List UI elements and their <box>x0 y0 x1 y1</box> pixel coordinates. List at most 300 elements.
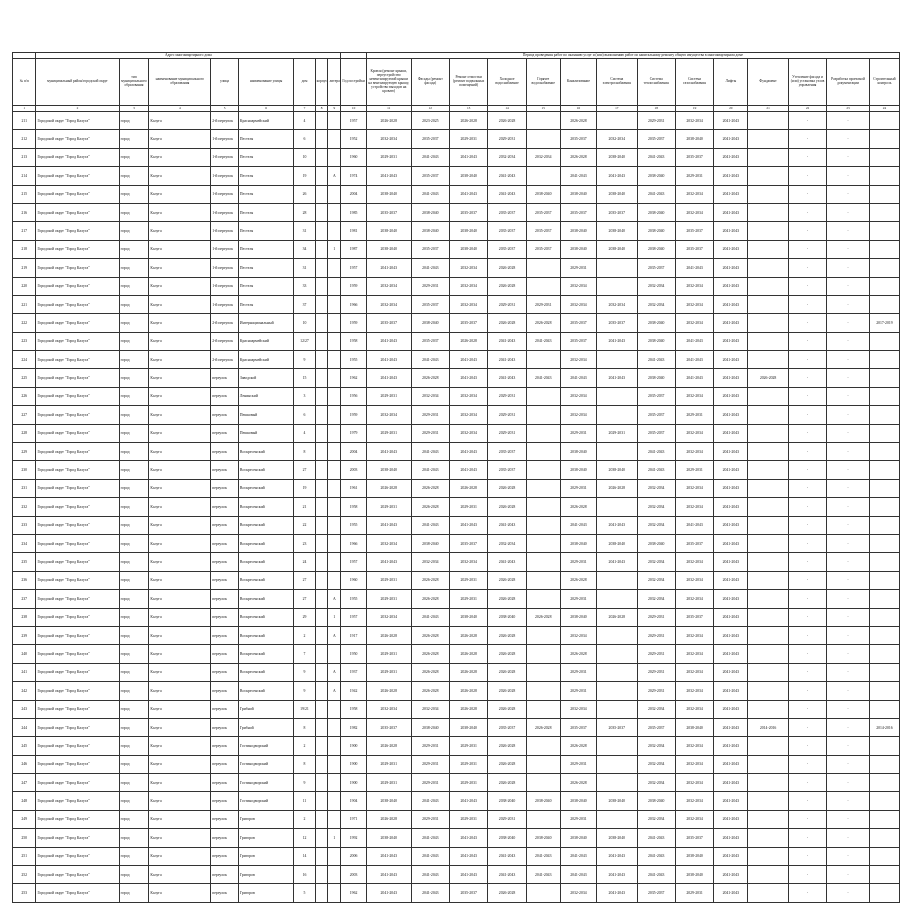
table-cell: 2029-2031 <box>675 167 713 185</box>
table-cell: 237 <box>13 590 36 608</box>
table-cell: 2032-2034 <box>675 810 713 828</box>
table-cell <box>315 774 328 792</box>
table-cell: - <box>827 534 870 552</box>
table-cell: - <box>827 443 870 461</box>
table-cell: 2041-2043 <box>597 847 638 865</box>
column-number: 15 <box>526 106 560 112</box>
table-cell <box>315 626 328 644</box>
table-cell: 1-й переулок <box>211 295 239 313</box>
column-header: тип муниципального образования <box>119 59 149 106</box>
table-cell: 1992 <box>341 829 367 847</box>
table-cell: Григоров <box>238 866 293 884</box>
table-cell <box>315 461 328 479</box>
table-cell <box>748 479 789 497</box>
table-cell <box>315 332 328 350</box>
table-cell <box>869 222 899 240</box>
table-cell: 248 <box>13 792 36 810</box>
table-cell: переулок <box>211 737 239 755</box>
column-number: 9 <box>328 106 341 112</box>
table-cell: 2041-2043 <box>411 516 449 534</box>
table-cell: 252 <box>13 866 36 884</box>
table-cell: 9 <box>294 774 315 792</box>
table-cell: 2041-2043 <box>411 351 449 369</box>
table-cell: 1900 <box>341 774 367 792</box>
table-cell: - <box>788 387 826 405</box>
table-cell: город <box>119 148 149 166</box>
table-cell: 2041-2043 <box>411 443 449 461</box>
table-cell <box>597 498 638 516</box>
table-cell <box>748 295 789 313</box>
table-cell <box>315 314 328 332</box>
table-cell: 2041-2043 <box>714 700 748 718</box>
table-cell: 2035-2037 <box>449 203 487 221</box>
table-cell: 2041-2043 <box>560 516 596 534</box>
table-cell: - <box>788 295 826 313</box>
table-cell: 2041-2043 <box>714 682 748 700</box>
table-cell: 2038-2040 <box>449 608 487 626</box>
table-cell: 2026-2028 <box>488 314 526 332</box>
column-header: корпус <box>315 59 328 106</box>
table-cell <box>315 755 328 773</box>
table-cell <box>315 443 328 461</box>
table-cell: Гостинодворский <box>238 737 293 755</box>
table-cell <box>315 479 328 497</box>
table-cell: 2029-2031 <box>637 112 675 130</box>
table-cell: 21 <box>294 498 315 516</box>
table-cell: 2041-2043 <box>560 369 596 387</box>
table-cell: 2029-2031 <box>366 571 411 589</box>
table-cell: город <box>119 590 149 608</box>
table-row <box>13 516 900 534</box>
table-cell: - <box>788 608 826 626</box>
table-cell: 2041-2043 <box>714 847 748 865</box>
table-cell: 243 <box>13 700 36 718</box>
table-cell: Калуга <box>149 369 211 387</box>
table-cell: Калуга <box>149 534 211 552</box>
table-cell: 1955 <box>341 351 367 369</box>
table-cell <box>869 295 899 313</box>
table-cell: 2038-2040 <box>526 829 560 847</box>
table-cell: Городской округ "Город Калуга" <box>36 608 119 626</box>
table-cell: 2029-2031 <box>675 461 713 479</box>
table-cell: 1961 <box>341 479 367 497</box>
table-cell: Калуга <box>149 608 211 626</box>
table-row <box>13 645 900 663</box>
column-number: 12 <box>411 106 449 112</box>
table-cell: 2032-2034 <box>597 295 638 313</box>
table-cell: 2038-2040 <box>675 718 713 736</box>
table-cell: Калуга <box>149 277 211 295</box>
table-row <box>13 167 900 185</box>
table-cell: 2029-2031 <box>637 626 675 644</box>
table-cell: Калуга <box>149 461 211 479</box>
table-cell <box>328 222 341 240</box>
table-cell: - <box>788 553 826 571</box>
table-cell: 2041-2043 <box>637 866 675 884</box>
table-cell: 2041-2043 <box>366 259 411 277</box>
table-cell: переулок <box>211 774 239 792</box>
table-cell: 1985 <box>341 203 367 221</box>
table-cell: Городской округ "Город Калуга" <box>36 461 119 479</box>
table-row <box>13 626 900 644</box>
table-cell: 2035-2037 <box>488 203 526 221</box>
table-cell: 2035-2037 <box>560 203 596 221</box>
table-cell: - <box>827 112 870 130</box>
table-cell: 2041-2043 <box>675 332 713 350</box>
table-cell: 2041-2043 <box>449 866 487 884</box>
table-cell: 2041-2043 <box>637 351 675 369</box>
table-cell: - <box>788 516 826 534</box>
table-cell: 2032-2034 <box>675 314 713 332</box>
table-cell <box>748 387 789 405</box>
table-cell: 2029-2031 <box>488 295 526 313</box>
table-cell: Заводской <box>238 369 293 387</box>
table-cell: 234 <box>13 534 36 552</box>
table-cell: 2026-2028 <box>488 571 526 589</box>
table-cell: 2035-2037 <box>597 314 638 332</box>
table-cell <box>526 516 560 534</box>
table-cell: 2026-2028 <box>488 259 526 277</box>
table-cell: 2029-2031 <box>488 387 526 405</box>
table-cell <box>748 516 789 534</box>
table-cell <box>869 608 899 626</box>
table-cell: - <box>788 314 826 332</box>
table-cell: 250 <box>13 829 36 847</box>
table-cell: 1 <box>328 608 341 626</box>
table-cell: 2041-2043 <box>449 461 487 479</box>
table-cell <box>315 277 328 295</box>
table-cell: 2032-2034 <box>560 700 596 718</box>
table-cell: 2026-2028 <box>488 700 526 718</box>
table-cell: 2032-2034 <box>560 884 596 902</box>
table-cell: - <box>788 259 826 277</box>
table-cell <box>328 755 341 773</box>
table-row <box>13 608 900 626</box>
table-cell: 14 <box>294 847 315 865</box>
table-cell: - <box>827 167 870 185</box>
table-cell: 7 <box>294 645 315 663</box>
table-cell: 2041-2043 <box>714 663 748 681</box>
table-cell: 2041-2043 <box>597 332 638 350</box>
table-cell <box>328 185 341 203</box>
table-row <box>13 277 900 295</box>
table-cell: 2026-2028 <box>488 884 526 902</box>
table-cell: 238 <box>13 608 36 626</box>
table-cell: 2038-2040 <box>637 167 675 185</box>
table-cell: - <box>827 645 870 663</box>
table-cell: 2041-2043 <box>637 829 675 847</box>
table-cell: 2032-2034 <box>411 553 449 571</box>
table-cell: Воскресенский <box>238 443 293 461</box>
table-cell: 1952 <box>341 130 367 148</box>
table-cell <box>748 240 789 258</box>
table-cell: 2041-2043 <box>597 866 638 884</box>
table-cell <box>869 810 899 828</box>
table-cell <box>869 626 899 644</box>
table-cell: Городской округ "Город Калуга" <box>36 553 119 571</box>
table-cell: 235 <box>13 553 36 571</box>
table-cell: 2029-2031 <box>366 424 411 442</box>
column-header: № п/п <box>13 59 36 106</box>
table-cell: Калуга <box>149 737 211 755</box>
table-cell: 2032-2034 <box>637 553 675 571</box>
table-cell <box>597 755 638 773</box>
column-header: литера <box>328 59 341 106</box>
table-cell <box>597 645 638 663</box>
table-cell <box>328 314 341 332</box>
table-cell: город <box>119 130 149 148</box>
table-cell: - <box>788 479 826 497</box>
table-cell: 2041-2043 <box>714 259 748 277</box>
column-number: 1 <box>13 106 36 112</box>
table-cell: Калуга <box>149 406 211 424</box>
table-cell: 2026-2028 <box>560 148 596 166</box>
table-cell: - <box>788 590 826 608</box>
table-cell: 2041-2043 <box>714 148 748 166</box>
table-cell: город <box>119 866 149 884</box>
column-number: 6 <box>238 106 293 112</box>
table-cell: Городской округ "Город Калуга" <box>36 259 119 277</box>
table-cell: Воскресенский <box>238 571 293 589</box>
table-cell: 2017-2019 <box>869 314 899 332</box>
table-cell: - <box>788 829 826 847</box>
table-cell: Калуга <box>149 424 211 442</box>
column-header: Канализование <box>560 59 596 106</box>
table-cell <box>526 663 560 681</box>
table-cell: 2032-2034 <box>675 185 713 203</box>
table-cell: 2026-2028 <box>526 608 560 626</box>
table-cell: 2032-2034 <box>449 553 487 571</box>
table-cell: 2029-2031 <box>449 498 487 516</box>
table-cell: - <box>788 498 826 516</box>
table-cell: Воскресенский <box>238 682 293 700</box>
table-cell: 2041-2043 <box>411 792 449 810</box>
table-cell: 2035-2037 <box>411 332 449 350</box>
table-cell: 8 <box>294 443 315 461</box>
table-cell: 3 <box>294 387 315 405</box>
table-row <box>13 314 900 332</box>
table-cell: 2026-2028 <box>411 590 449 608</box>
table-cell: 8 <box>294 718 315 736</box>
table-cell: - <box>827 130 870 148</box>
table-cell <box>315 534 328 552</box>
table-cell: Городской округ "Город Калуга" <box>36 351 119 369</box>
table-cell: Городской округ "Город Калуга" <box>36 112 119 130</box>
table-cell <box>328 700 341 718</box>
table-cell: Калуга <box>149 185 211 203</box>
table-cell <box>315 130 328 148</box>
table-cell: 2026-2028 <box>560 645 596 663</box>
table-cell: 2026-2028 <box>488 626 526 644</box>
table-cell: 211 <box>13 112 36 130</box>
table-cell: 1971 <box>341 810 367 828</box>
table-cell: город <box>119 406 149 424</box>
table-cell: 2038-2040 <box>366 185 411 203</box>
table-cell: 2026-2028 <box>488 737 526 755</box>
table-cell <box>328 810 341 828</box>
table-cell: 2041-2043 <box>714 277 748 295</box>
table-cell: 2041-2043 <box>714 130 748 148</box>
table-cell <box>869 479 899 497</box>
table-cell: - <box>788 461 826 479</box>
table-cell: Калуга <box>149 645 211 663</box>
table-cell <box>748 700 789 718</box>
table-cell: 2035-2037 <box>449 884 487 902</box>
table-cell: 229 <box>13 443 36 461</box>
table-cell: 2023-2025 <box>411 112 449 130</box>
table-cell: 1958 <box>341 332 367 350</box>
table-cell: 2014-2016 <box>748 718 789 736</box>
table-cell: 2038-2040 <box>526 792 560 810</box>
table-cell <box>869 240 899 258</box>
table-cell <box>328 645 341 663</box>
table-cell <box>526 277 560 295</box>
table-cell: - <box>788 424 826 442</box>
table-cell: 2038-2040 <box>597 222 638 240</box>
table-cell <box>526 351 560 369</box>
table-cell: - <box>827 259 870 277</box>
table-cell: 2026-2028 <box>411 626 449 644</box>
table-row <box>13 682 900 700</box>
table-cell: 12/27 <box>294 332 315 350</box>
table-cell <box>748 571 789 589</box>
table-cell: 2038-2040 <box>366 222 411 240</box>
table-cell: 2026-2028 <box>488 590 526 608</box>
table-cell: - <box>788 571 826 589</box>
table-cell <box>526 626 560 644</box>
table-cell: 2029-2031 <box>560 590 596 608</box>
table-cell <box>869 277 899 295</box>
table-cell: 2041-2043 <box>675 516 713 534</box>
table-cell <box>315 203 328 221</box>
table-cell: Городской округ "Город Калуга" <box>36 534 119 552</box>
table-cell: 2032-2034 <box>637 479 675 497</box>
table-cell: - <box>788 443 826 461</box>
table-cell: 2003 <box>341 461 367 479</box>
table-cell <box>526 534 560 552</box>
table-cell: 1917 <box>341 626 367 644</box>
table-cell <box>597 387 638 405</box>
table-cell <box>315 810 328 828</box>
table-cell: 2041-2043 <box>675 259 713 277</box>
table-cell: Калуга <box>149 259 211 277</box>
table-cell: город <box>119 461 149 479</box>
table-cell: 2041-2043 <box>714 718 748 736</box>
table-cell: - <box>788 792 826 810</box>
table-cell: - <box>827 461 870 479</box>
table-cell <box>748 259 789 277</box>
table-cell: 2029-2031 <box>411 424 449 442</box>
table-cell: Городской округ "Город Калуга" <box>36 479 119 497</box>
table-cell: 1-й переулок <box>211 203 239 221</box>
table-cell <box>328 130 341 148</box>
table-cell <box>328 866 341 884</box>
table-cell: 2041-2043 <box>488 167 526 185</box>
table-cell <box>328 479 341 497</box>
table-cell: переулок <box>211 534 239 552</box>
table-cell: 2032-2034 <box>526 148 560 166</box>
table-cell: 2038-2040 <box>411 203 449 221</box>
table-cell: 2026-2028 <box>366 810 411 828</box>
table-cell: 2032-2034 <box>449 424 487 442</box>
table-cell: город <box>119 663 149 681</box>
table-cell: 2041-2043 <box>714 498 748 516</box>
table-cell: город <box>119 810 149 828</box>
table-cell: 2041-2043 <box>714 443 748 461</box>
table-cell: 2029-2031 <box>560 479 596 497</box>
table-cell: 2038-2040 <box>675 866 713 884</box>
table-cell: Гостинодворский <box>238 774 293 792</box>
table-cell: 2032-2034 <box>560 626 596 644</box>
table-cell: 2026-2028 <box>526 314 560 332</box>
table-cell: 2041-2043 <box>714 866 748 884</box>
column-number: 22 <box>788 106 826 112</box>
column-number: 2 <box>36 106 119 112</box>
table-row <box>13 755 900 773</box>
table-cell: Калуга <box>149 387 211 405</box>
column-number: 17 <box>597 106 638 112</box>
register-sheet <box>12 52 900 903</box>
table-cell: 2029-2031 <box>488 424 526 442</box>
table-cell: переулок <box>211 626 239 644</box>
table-cell: 233 <box>13 516 36 534</box>
table-cell: 2035-2037 <box>675 608 713 626</box>
table-cell: Городской округ "Город Калуга" <box>36 369 119 387</box>
table-cell <box>869 424 899 442</box>
table-cell: - <box>827 608 870 626</box>
table-cell: Калуга <box>149 590 211 608</box>
table-cell: 2032-2034 <box>411 700 449 718</box>
table-cell: 2035-2037 <box>637 884 675 902</box>
table-cell: 2029-2031 <box>411 737 449 755</box>
table-cell: - <box>827 774 870 792</box>
table-cell: переулок <box>211 829 239 847</box>
table-cell: - <box>827 810 870 828</box>
table-cell: 1-й переулок <box>211 130 239 148</box>
table-cell: Калуга <box>149 829 211 847</box>
table-cell: 215 <box>13 185 36 203</box>
table-cell: - <box>788 810 826 828</box>
table-cell: 2035-2037 <box>411 167 449 185</box>
table-row <box>13 571 900 589</box>
table-row <box>13 829 900 847</box>
table-cell: 2041-2043 <box>449 516 487 534</box>
table-cell: 2029-2031 <box>637 682 675 700</box>
table-cell: 2041-2043 <box>526 332 560 350</box>
table-cell: 2041-2043 <box>675 351 713 369</box>
table-cell: Городской округ "Город Калуга" <box>36 424 119 442</box>
table-cell: 2035-2037 <box>366 203 411 221</box>
table-cell: - <box>788 682 826 700</box>
table-cell: Городской округ "Город Калуга" <box>36 847 119 865</box>
table-cell <box>869 663 899 681</box>
table-cell: - <box>788 369 826 387</box>
table-cell <box>869 461 899 479</box>
table-cell <box>869 792 899 810</box>
table-cell: - <box>788 185 826 203</box>
column-number: 24 <box>869 106 899 112</box>
table-cell: Калуга <box>149 295 211 313</box>
table-cell <box>748 774 789 792</box>
table-cell <box>315 884 328 902</box>
table-cell: - <box>827 295 870 313</box>
table-cell <box>748 203 789 221</box>
table-cell: город <box>119 203 149 221</box>
table-cell: 16 <box>294 866 315 884</box>
table-cell: 249 <box>13 810 36 828</box>
table-cell <box>597 351 638 369</box>
table-cell: 2038-2040 <box>366 240 411 258</box>
